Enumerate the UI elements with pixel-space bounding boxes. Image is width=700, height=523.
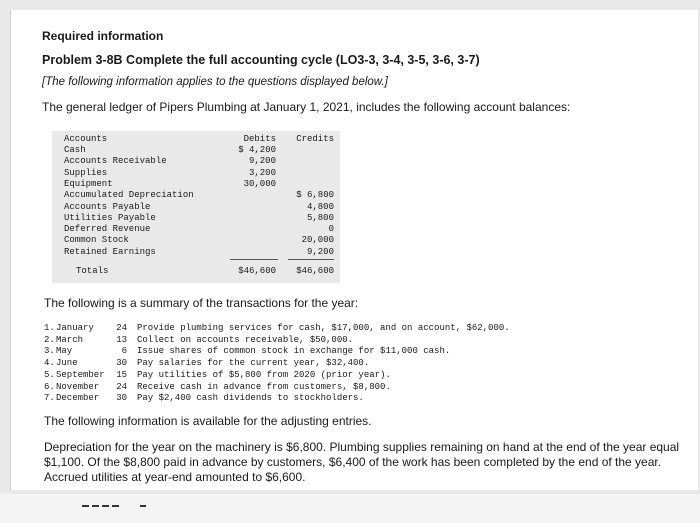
transaction-text: Issue shares of common stock in exchange for $11,000 cash. (137, 346, 451, 357)
transaction-number: 4. (44, 358, 55, 369)
ledger-credit-value: 20,000 (301, 235, 334, 246)
ledger-intro: The general ledger of Pipers Plumbing at January 1, 2021, includes the following account balances: (42, 100, 571, 114)
ledger-account-name: Deferred Revenue (64, 224, 151, 235)
document-page (10, 10, 698, 490)
transaction-month: December (56, 393, 100, 404)
required-information-heading: Required information (42, 29, 164, 43)
adjusting-line: Depreciation for the year on the machinery is $6,800. Plumbing supplies remaining on hand at the end of the year equal (44, 440, 680, 454)
ledger-account-name: Utilities Payable (64, 212, 156, 223)
transaction-day: 24 (116, 323, 127, 333)
transaction-month: June (56, 358, 78, 369)
ledger-credit-value: 4,800 (306, 201, 334, 212)
transaction-month: May (56, 346, 73, 357)
ledger-debit-value: 9,200 (248, 156, 276, 167)
debit-total-rule (230, 259, 278, 260)
transaction-text: Provide plumbing services for cash, $17,000, and on account, $62,000. (137, 323, 510, 333)
ledger-debit-value: 3,200 (248, 167, 276, 178)
transactions-intro: The following is a summary of the transactions for the year: (44, 296, 359, 310)
transaction-number: 3. (44, 346, 55, 357)
dash-mark (92, 505, 99, 507)
ledger-table (52, 131, 340, 283)
transaction-day: 30 (116, 393, 127, 404)
transaction-day: 13 (116, 334, 127, 345)
transaction-day: 15 (116, 369, 127, 380)
dash-mark (140, 505, 146, 507)
ledger-account-name: Cash (64, 145, 86, 155)
transaction-text: Pay utilities of $5,800 from 2020 (prior year). (137, 369, 391, 380)
transaction-month: January (56, 323, 94, 333)
ledger-debit-value: 30,000 (243, 178, 276, 189)
ledger-account-name: Equipment (64, 178, 113, 189)
ledger-total-debit: $46,600 (238, 266, 276, 276)
adjusting-line: $1,100. Of the $8,800 paid in advance by customers, $6,400 of the work has been completed by the end of the year. (44, 455, 662, 469)
ledger-account-name: Accounts Receivable (64, 156, 167, 167)
ledger-account-name: Supplies (64, 167, 108, 178)
ledger-debit-value: $ 4,200 (238, 145, 276, 155)
ledger-account-name: Accumulated Depreciation (64, 190, 194, 201)
transaction-number: 6. (44, 381, 55, 392)
ledger-credit-value: $ 6,800 (296, 190, 334, 201)
transaction-month: September (56, 369, 105, 380)
adjusting-line: Accrued utilities at year-end amounted to $6,600. (44, 470, 306, 484)
dash-mark (82, 505, 89, 507)
ledger-totals-label: Totals (76, 266, 109, 276)
dash-mark (102, 505, 109, 507)
ledger-credit-value: 5,800 (306, 212, 334, 223)
ledger-total-credit: $46,600 (296, 266, 334, 276)
problem-title: Problem 3-8B Complete the full accounting cycle (LO3-3, 3-4, 3-5, 3-6, 3-7) (42, 53, 480, 67)
transaction-number: 5. (44, 369, 55, 380)
transaction-day: 30 (116, 358, 127, 369)
instruction-note: [The following information applies to the questions displayed below.] (42, 76, 388, 88)
ledger-header-credits: Credits (296, 134, 334, 144)
credit-total-rule (288, 259, 334, 260)
ledger-account-name: Accounts Payable (64, 201, 151, 212)
ledger-account-name: Retained Earnings (64, 246, 156, 257)
transaction-text: Pay salaries for the current year, $32,400. (137, 358, 370, 369)
bottom-toolbar-strip (0, 494, 700, 523)
ledger-account-name: Common Stock (64, 235, 129, 246)
transaction-text: Collect on accounts receivable, $50,000. (137, 334, 354, 345)
transaction-day: 6 (121, 346, 127, 357)
transaction-text: Receive cash in advance from customers, $8,800. (137, 381, 391, 392)
ledger-header-debits: Debits (243, 134, 276, 144)
ledger-credit-value: 9,200 (306, 246, 334, 257)
dash-mark (112, 505, 119, 507)
ledger-header-accounts: Accounts (64, 134, 108, 144)
transaction-number: 1. (44, 323, 55, 333)
transaction-month: March (56, 334, 84, 345)
ledger-credit-value: 0 (328, 224, 334, 235)
transaction-month: November (56, 381, 100, 392)
transaction-number: 7. (44, 393, 55, 404)
adjusting-intro: The following information is available for the adjusting entries. (44, 414, 372, 428)
transaction-number: 2. (44, 334, 55, 345)
transaction-day: 24 (116, 381, 127, 392)
transaction-text: Pay $2,400 cash dividends to stockholders. (137, 393, 364, 404)
